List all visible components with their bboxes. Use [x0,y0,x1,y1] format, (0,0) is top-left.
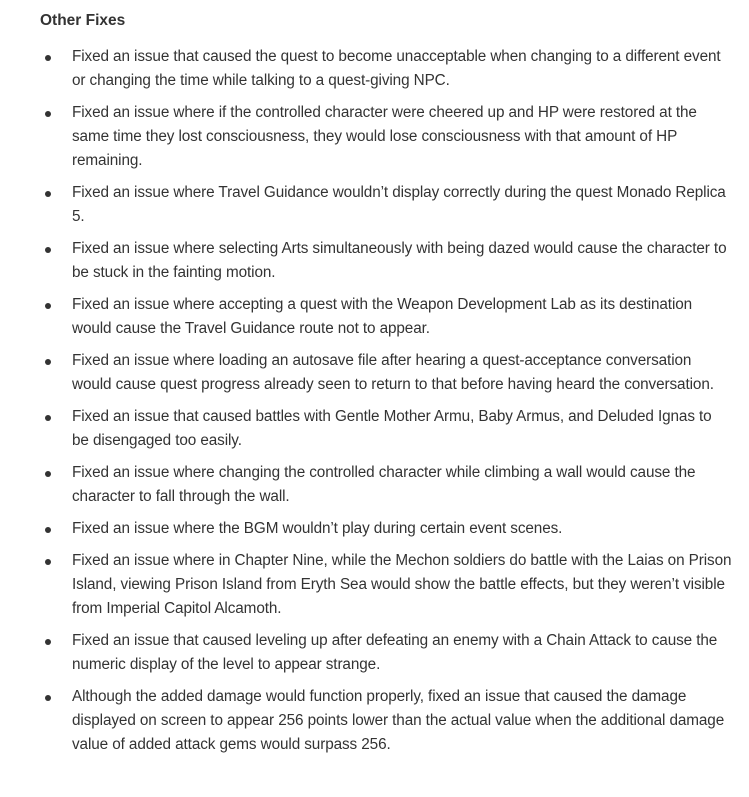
fix-text: Fixed an issue where selecting Arts simultaneously with being dazed would cause the character to be stuck in the fainting motion. [72,240,727,281]
section-heading: Other Fixes [40,12,126,29]
fix-text: Fixed an issue where in Chapter Nine, while the Mechon soldiers do battle with the Laias on Prison Island, viewing Prison Island from Eryth Sea would show the battle effects, but they weren’t visible from Imperial Capitol Alcamoth. [72,552,732,617]
list-item [40,405,749,453]
bullet-icon [45,303,51,309]
fix-text: Fixed an issue that caused the quest to become unacceptable when changing to a different event or changing the time while talking to a quest-giving NPC. [72,48,721,89]
bullet-icon [45,415,51,421]
bullet-icon [45,359,51,365]
bullet-icon [45,471,51,477]
fix-text: Fixed an issue that caused battles with Gentle Mother Armu, Baby Armus, and Deluded Ignas to be disengaged too easily. [72,408,712,449]
fix-text: Fixed an issue where changing the controlled character while climbing a wall would cause the character to fall through the wall. [72,464,696,505]
list-item [40,45,749,93]
list-item [40,685,749,757]
bullet-icon [45,559,51,565]
list-item [40,517,749,541]
bullet-icon [45,527,51,533]
list-item [40,293,749,341]
list-item [40,629,749,677]
fix-text: Fixed an issue where accepting a quest with the Weapon Development Lab as its destination would cause the Travel Guidance route not to appear. [72,296,693,337]
list-item [40,549,749,621]
fix-text: Fixed an issue that caused leveling up after defeating an enemy with a Chain Attack to cause the numeric display of the level to appear strange. [72,632,718,673]
list-item [40,461,749,509]
list-item [40,181,749,229]
bullet-icon [45,111,51,117]
fix-text: Fixed an issue where Travel Guidance wouldn’t display correctly during the quest Monado Replica 5. [72,184,726,225]
fix-text: Fixed an issue where the BGM wouldn’t play during certain event scenes. [72,520,563,537]
fix-list [40,45,749,757]
list-item [40,237,749,285]
fix-text: Fixed an issue where if the controlled character were cheered up and HP were restored at the same time they lost consciousness, they would lose consciousness with that amount of HP remaining. [72,104,697,169]
list-item [40,349,749,397]
fix-text: Fixed an issue where loading an autosave file after hearing a quest-acceptance conversation would cause quest progress already seen to return to that before having heard the conversation. [72,352,714,393]
list-item [40,101,749,173]
bullet-icon [45,695,51,701]
fix-text: Although the added damage would function properly, fixed an issue that caused the damage displayed on screen to appear 256 points lower than the actual value when the additional damage value of added attack gems would surpass 256. [72,688,725,753]
bullet-icon [45,247,51,253]
bullet-icon [45,191,51,197]
bullet-icon [45,639,51,645]
bullet-icon [45,55,51,61]
